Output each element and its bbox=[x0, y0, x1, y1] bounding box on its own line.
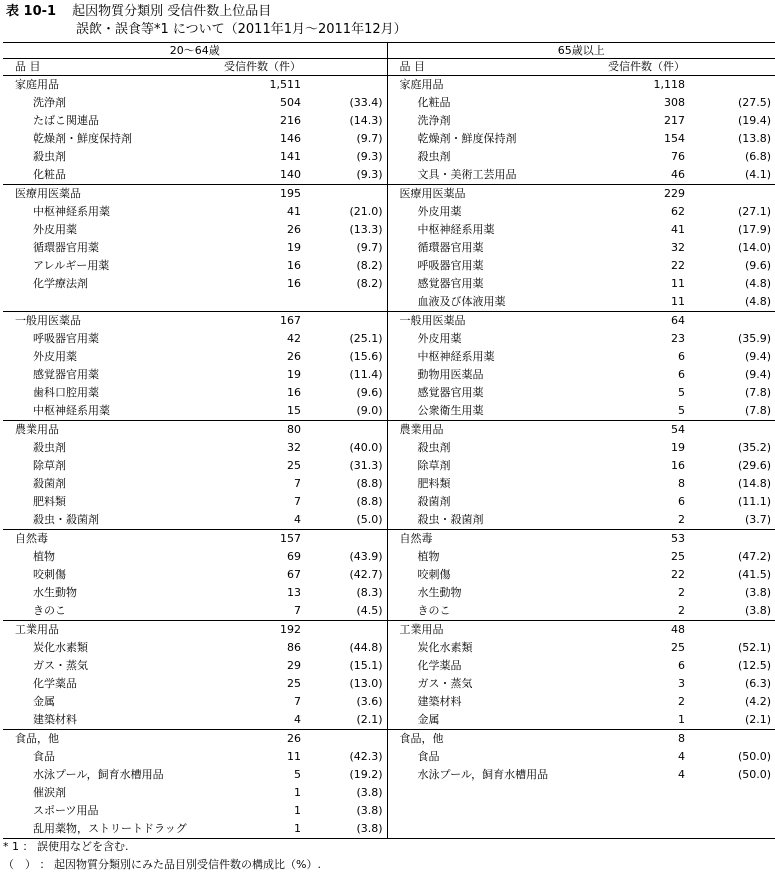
item-name: 中枢神経系用薬 bbox=[417, 223, 495, 236]
category-name: 家庭用品 bbox=[399, 78, 444, 91]
item-name: 水泳プール，飼育水槽用品 bbox=[417, 768, 549, 781]
table-body bbox=[3, 76, 775, 839]
item-count: 11 bbox=[671, 277, 686, 290]
item-count: 16 bbox=[287, 277, 301, 290]
item-percent: (8.2) bbox=[303, 275, 387, 293]
table-row bbox=[3, 275, 775, 293]
item-count: 25 bbox=[287, 459, 301, 472]
item-name: 中枢神経系用薬 bbox=[33, 205, 110, 218]
item-name: 感覚器官用薬 bbox=[33, 368, 99, 381]
item-name: きのこ bbox=[417, 604, 451, 617]
category-name: 医療用医薬品 bbox=[3, 185, 203, 204]
item-count: 16 bbox=[287, 259, 301, 272]
item-percent: (17.9) bbox=[737, 223, 772, 236]
category-row bbox=[3, 730, 775, 749]
table-row bbox=[3, 639, 775, 657]
table-row bbox=[3, 366, 775, 384]
item-name: スポーツ用品 bbox=[33, 804, 99, 817]
item-name: 殺虫剤 bbox=[417, 150, 451, 163]
table-row bbox=[3, 820, 775, 839]
item-name: 血液及び体液用薬 bbox=[417, 295, 506, 308]
table-title bbox=[6, 3, 271, 21]
item-name: 外皮用薬 bbox=[417, 332, 462, 345]
item-count: 26 bbox=[287, 223, 301, 236]
table-row bbox=[3, 239, 775, 257]
item-percent: (29.6) bbox=[737, 459, 772, 472]
table-subtitle: 誤飲・誤食等*1 について（2011年1月～2011年12月） bbox=[76, 22, 407, 37]
item-count: 42 bbox=[287, 332, 301, 345]
table-number: 表 10-1 bbox=[6, 4, 57, 19]
table-row bbox=[3, 384, 775, 402]
category-total: 192 bbox=[203, 621, 303, 640]
item-name: 食品 bbox=[417, 750, 440, 763]
item-name: 金属 bbox=[33, 695, 55, 708]
item-name: 肥料類 bbox=[33, 495, 66, 508]
item-count: 23 bbox=[671, 332, 686, 345]
item-name: 中枢神経系用薬 bbox=[33, 404, 110, 417]
item-count: 25 bbox=[671, 641, 686, 654]
item-percent: (4.2) bbox=[744, 695, 772, 708]
item-name: 感覚器官用薬 bbox=[417, 277, 484, 290]
item-count: 6 bbox=[678, 495, 686, 508]
item-name: 植物 bbox=[417, 550, 440, 563]
item-name: 殺虫・殺菌剤 bbox=[417, 513, 484, 526]
item-name: 殺虫剤 bbox=[417, 441, 451, 454]
item-count: 19 bbox=[287, 368, 301, 381]
table-row bbox=[3, 493, 775, 511]
item-count: 69 bbox=[287, 550, 301, 563]
item-name: 感覚器官用薬 bbox=[417, 386, 484, 399]
table-row bbox=[3, 330, 775, 348]
category-total: 54 bbox=[587, 421, 687, 440]
category-total: 53 bbox=[587, 530, 687, 549]
item-percent: (47.2) bbox=[737, 550, 772, 563]
item-name: 水生動物 bbox=[417, 586, 462, 599]
category-total: 1,511 bbox=[269, 78, 301, 91]
item-count: 16 bbox=[671, 459, 686, 472]
table-row bbox=[3, 584, 775, 602]
item-count: 46 bbox=[671, 168, 686, 181]
item-name: 乱用薬物，ストリートドラッグ bbox=[3, 820, 203, 839]
item-count: 7 bbox=[294, 695, 301, 708]
category-total: 167 bbox=[203, 312, 303, 331]
item-count: 504 bbox=[280, 96, 301, 109]
item-name: 化学薬品 bbox=[33, 677, 77, 690]
category-row bbox=[3, 312, 775, 331]
item-count: 11 bbox=[287, 750, 301, 763]
item-percent: (11.1) bbox=[737, 495, 772, 508]
category-name: 農業用品 bbox=[387, 421, 587, 440]
item-percent: (9.6) bbox=[744, 259, 772, 272]
table-row bbox=[3, 348, 775, 366]
item-count: 25 bbox=[671, 550, 686, 563]
item-name: 外皮用薬 bbox=[33, 223, 77, 236]
category-total: 157 bbox=[203, 530, 303, 549]
table-row bbox=[3, 439, 775, 457]
category-total: 229 bbox=[587, 185, 687, 204]
category-row bbox=[3, 76, 775, 95]
table-row bbox=[3, 657, 775, 675]
item-percent: (3.8) bbox=[303, 784, 387, 802]
category-row bbox=[3, 621, 775, 640]
item-percent: (14.0) bbox=[737, 241, 772, 254]
item-count: 140 bbox=[280, 168, 301, 181]
item-name: 咬刺傷 bbox=[33, 568, 66, 581]
item-percent: (31.3) bbox=[303, 457, 387, 475]
item-percent: (3.6) bbox=[303, 693, 387, 711]
item-name: 乾燥剤・鮮度保持剤 bbox=[33, 132, 132, 145]
item-name: 殺菌剤 bbox=[417, 495, 451, 508]
item-percent: (6.8) bbox=[744, 150, 772, 163]
item-percent: (50.0) bbox=[737, 768, 772, 781]
item-percent: (15.6) bbox=[303, 348, 387, 366]
group-header-right: 65歳以上 bbox=[387, 43, 775, 59]
col-header-count-left: 受信件数（件） bbox=[203, 59, 303, 76]
category-name: 家庭用品 bbox=[15, 78, 59, 91]
item-name: 殺虫剤 bbox=[33, 150, 66, 163]
item-name: 肥料類 bbox=[417, 477, 451, 490]
item-percent: (5.0) bbox=[303, 511, 387, 530]
item-name: きのこ bbox=[33, 604, 66, 617]
item-percent: (4.1) bbox=[744, 168, 772, 181]
item-percent: (27.5) bbox=[737, 96, 772, 109]
item-name: 洗浄剤 bbox=[417, 114, 451, 127]
item-percent: (42.3) bbox=[303, 748, 387, 766]
item-name: 文具・美術工芸用品 bbox=[417, 168, 517, 181]
item-count: 41 bbox=[671, 223, 686, 236]
item-name: 中枢神経系用薬 bbox=[417, 350, 495, 363]
table-row bbox=[3, 566, 775, 584]
item-count: 25 bbox=[287, 677, 301, 690]
item-name: 外皮用薬 bbox=[417, 205, 462, 218]
table-row bbox=[3, 766, 775, 784]
item-count: 7 bbox=[294, 495, 301, 508]
item-count: 11 bbox=[671, 295, 686, 308]
item-name: アレルギー用薬 bbox=[33, 259, 110, 272]
item-count: 3 bbox=[678, 677, 686, 690]
table-row bbox=[3, 511, 775, 530]
item-name: ガス・蒸気 bbox=[33, 659, 88, 672]
item-name: 循環器官用薬 bbox=[417, 241, 484, 254]
item-count: 216 bbox=[280, 114, 301, 127]
category-name: 医療用医薬品 bbox=[387, 185, 587, 204]
table-row bbox=[3, 748, 775, 766]
table-row bbox=[3, 130, 775, 148]
item-count: 5 bbox=[678, 404, 686, 417]
item-percent: (35.2) bbox=[737, 441, 772, 454]
item-percent: (13.3) bbox=[303, 221, 387, 239]
table-row bbox=[3, 203, 775, 221]
item-count: 6 bbox=[678, 350, 686, 363]
category-name: 自然毒 bbox=[3, 530, 203, 549]
item-percent: (14.8) bbox=[737, 477, 772, 490]
group-header-left: 20～64歳 bbox=[3, 43, 387, 59]
item-percent: (9.3) bbox=[303, 166, 387, 185]
item-name: 殺虫・殺菌剤 bbox=[33, 513, 99, 526]
item-percent: (8.3) bbox=[303, 584, 387, 602]
item-name: 植物 bbox=[33, 550, 55, 563]
item-count: 41 bbox=[287, 205, 301, 218]
item-count: 8 bbox=[678, 477, 686, 490]
item-percent: (3.7) bbox=[744, 513, 772, 526]
item-percent: (7.8) bbox=[744, 404, 772, 417]
item-percent: (9.7) bbox=[303, 130, 387, 148]
item-percent: (3.8) bbox=[744, 604, 772, 617]
item-name: 咬刺傷 bbox=[417, 568, 451, 581]
item-count: 15 bbox=[287, 404, 301, 417]
item-percent: (8.8) bbox=[303, 493, 387, 511]
item-percent: (19.2) bbox=[303, 766, 387, 784]
item-percent: (42.7) bbox=[303, 566, 387, 584]
item-count: 76 bbox=[671, 150, 686, 163]
item-percent: (13.0) bbox=[303, 675, 387, 693]
item-count: 1 bbox=[294, 804, 301, 817]
item-name: ガス・蒸気 bbox=[417, 677, 473, 690]
table-row bbox=[3, 221, 775, 239]
item-name: 殺虫剤 bbox=[33, 441, 66, 454]
table-row bbox=[3, 784, 775, 802]
item-name: 化粧品 bbox=[417, 96, 451, 109]
table-row bbox=[3, 693, 775, 711]
table-row bbox=[3, 475, 775, 493]
item-name: 乾燥剤・鮮度保持剤 bbox=[417, 132, 517, 145]
item-count: 146 bbox=[280, 132, 301, 145]
item-count: 1 bbox=[294, 786, 301, 799]
item-percent: (4.8) bbox=[744, 295, 772, 308]
table-row bbox=[3, 112, 775, 130]
item-percent: (3.8) bbox=[303, 820, 387, 839]
category-name: 工業用品 bbox=[387, 621, 587, 640]
item-percent: (35.9) bbox=[737, 332, 772, 345]
category-total: 48 bbox=[587, 621, 687, 640]
item-count: 2 bbox=[678, 604, 686, 617]
item-percent: (9.4) bbox=[744, 368, 772, 381]
item-percent: (12.5) bbox=[737, 659, 772, 672]
item-percent: (33.4) bbox=[303, 94, 387, 112]
item-count: 19 bbox=[671, 441, 686, 454]
footnote: * 1 ： 誤使用などを含む. bbox=[3, 840, 129, 853]
item-name: 建築材料 bbox=[417, 695, 462, 708]
item-count: 22 bbox=[671, 568, 686, 581]
item-percent: (9.3) bbox=[303, 148, 387, 166]
footnote: （ ） ： 起因物質分類別にみた品目別受信件数の構成比（%）. bbox=[3, 858, 321, 871]
item-count: 6 bbox=[678, 368, 686, 381]
item-name: 化学療法剤 bbox=[33, 277, 88, 290]
table-row bbox=[3, 293, 775, 312]
item-percent: (7.8) bbox=[744, 386, 772, 399]
item-name: 呼吸器官用薬 bbox=[33, 332, 99, 345]
item-count: 13 bbox=[287, 586, 301, 599]
col-header-count-right: 受信件数（件） bbox=[587, 59, 687, 76]
table-row bbox=[3, 166, 775, 185]
item-percent: (4.8) bbox=[744, 277, 772, 290]
item-name: 動物用医薬品 bbox=[417, 368, 484, 381]
table-row bbox=[3, 148, 775, 166]
table-row bbox=[3, 94, 775, 112]
table-row bbox=[3, 457, 775, 475]
item-name: 除草剤 bbox=[33, 459, 66, 472]
item-percent: (14.3) bbox=[303, 112, 387, 130]
item-name: 殺菌剤 bbox=[33, 477, 66, 490]
item-percent: (27.1) bbox=[737, 205, 772, 218]
item-count: 32 bbox=[287, 441, 301, 454]
category-row bbox=[3, 530, 775, 549]
item-percent: (2.1) bbox=[303, 711, 387, 730]
item-count: 7 bbox=[294, 604, 301, 617]
item-count: 1 bbox=[203, 820, 303, 839]
category-row bbox=[3, 185, 775, 204]
item-percent: (9.4) bbox=[744, 350, 772, 363]
item-name: 炭化水素類 bbox=[33, 641, 88, 654]
category-total: 26 bbox=[203, 730, 303, 749]
item-name: 洗浄剤 bbox=[33, 96, 66, 109]
item-name: 化学薬品 bbox=[417, 659, 462, 672]
table-row bbox=[3, 548, 775, 566]
item-count: 16 bbox=[287, 386, 301, 399]
item-percent: (25.1) bbox=[303, 330, 387, 348]
item-count: 32 bbox=[671, 241, 686, 254]
category-total: 8 bbox=[587, 730, 687, 749]
item-percent: (15.1) bbox=[303, 657, 387, 675]
item-percent: (40.0) bbox=[303, 439, 387, 457]
item-name: 建築材料 bbox=[33, 713, 77, 726]
category-total: 64 bbox=[587, 312, 687, 331]
item-percent: (52.1) bbox=[737, 641, 772, 654]
item-name: 除草剤 bbox=[417, 459, 451, 472]
item-percent: (9.0) bbox=[303, 402, 387, 421]
item-count: 2 bbox=[678, 513, 686, 526]
item-name: 催涙剤 bbox=[33, 786, 66, 799]
item-name: 呼吸器官用薬 bbox=[417, 259, 484, 272]
item-count: 1 bbox=[678, 713, 686, 726]
item-name: 水泳プール，飼育水槽用品 bbox=[33, 768, 164, 781]
item-count: 2 bbox=[678, 586, 686, 599]
item-percent: (11.4) bbox=[303, 366, 387, 384]
item-percent: (3.8) bbox=[303, 802, 387, 820]
table-row bbox=[3, 711, 775, 730]
category-total: 80 bbox=[203, 421, 303, 440]
category-name: 農業用品 bbox=[3, 421, 203, 440]
item-percent: (4.5) bbox=[303, 602, 387, 621]
item-count: 5 bbox=[294, 768, 301, 781]
category-name: 工業用品 bbox=[3, 621, 203, 640]
item-name: 化粧品 bbox=[33, 168, 66, 181]
item-percent: (44.8) bbox=[303, 639, 387, 657]
item-percent: (8.8) bbox=[303, 475, 387, 493]
item-percent: (21.0) bbox=[303, 203, 387, 221]
item-percent: (19.4) bbox=[737, 114, 772, 127]
item-name: 水生動物 bbox=[33, 586, 77, 599]
item-name: 金属 bbox=[417, 713, 440, 726]
item-count: 4 bbox=[294, 513, 301, 526]
item-name: 食品 bbox=[33, 750, 55, 763]
item-count: 4 bbox=[678, 750, 686, 763]
item-count: 141 bbox=[280, 150, 301, 163]
item-count: 29 bbox=[287, 659, 301, 672]
item-percent: (6.3) bbox=[744, 677, 772, 690]
data-table bbox=[3, 42, 775, 839]
item-percent: (41.5) bbox=[737, 568, 772, 581]
item-name: 循環器官用薬 bbox=[33, 241, 99, 254]
item-percent: (13.8) bbox=[737, 132, 772, 145]
item-count: 154 bbox=[664, 132, 686, 145]
item-percent: (3.8) bbox=[744, 586, 772, 599]
item-count: 2 bbox=[678, 695, 686, 708]
item-count: 19 bbox=[287, 241, 301, 254]
col-header-item-left: 品 目 bbox=[3, 59, 203, 76]
category-name: 一般用医薬品 bbox=[3, 312, 203, 331]
item-count: 6 bbox=[678, 659, 686, 672]
table-row bbox=[3, 602, 775, 621]
item-count: 5 bbox=[678, 386, 686, 399]
item-name: 公衆衛生用薬 bbox=[417, 404, 484, 417]
item-count: 86 bbox=[287, 641, 301, 654]
item-name: たばこ関連品 bbox=[33, 114, 99, 127]
item-percent: (50.0) bbox=[737, 750, 772, 763]
item-count: 22 bbox=[671, 259, 686, 272]
item-percent: (43.9) bbox=[303, 548, 387, 566]
item-count: 7 bbox=[294, 477, 301, 490]
category-name: 食品，他 bbox=[3, 730, 203, 749]
table-main-title: 起因物質分類別 受信件数上位品目 bbox=[72, 4, 272, 19]
category-name: 自然毒 bbox=[387, 530, 587, 549]
item-count: 67 bbox=[287, 568, 301, 581]
col-header-item-right: 品 目 bbox=[387, 59, 587, 76]
category-row bbox=[3, 421, 775, 440]
item-count: 217 bbox=[664, 114, 686, 127]
table-row bbox=[3, 802, 775, 820]
item-name: 歯科口腔用薬 bbox=[33, 386, 99, 399]
item-percent: (2.1) bbox=[744, 713, 772, 726]
item-count: 62 bbox=[671, 205, 686, 218]
item-name: 炭化水素類 bbox=[417, 641, 473, 654]
item-count: 308 bbox=[664, 96, 686, 109]
item-percent: (9.7) bbox=[303, 239, 387, 257]
item-name: 外皮用薬 bbox=[33, 350, 77, 363]
table-row bbox=[3, 257, 775, 275]
item-count: 26 bbox=[287, 350, 301, 363]
table-row bbox=[3, 675, 775, 693]
item-percent: (9.6) bbox=[303, 384, 387, 402]
item-count: 4 bbox=[678, 768, 686, 781]
footnotes bbox=[3, 838, 321, 874]
category-name: 食品，他 bbox=[387, 730, 587, 749]
table-row bbox=[3, 402, 775, 421]
category-total: 195 bbox=[203, 185, 303, 204]
category-total: 1,118 bbox=[653, 78, 686, 91]
item-count: 4 bbox=[294, 713, 301, 726]
category-name: 一般用医薬品 bbox=[387, 312, 587, 331]
item-percent: (8.2) bbox=[303, 257, 387, 275]
